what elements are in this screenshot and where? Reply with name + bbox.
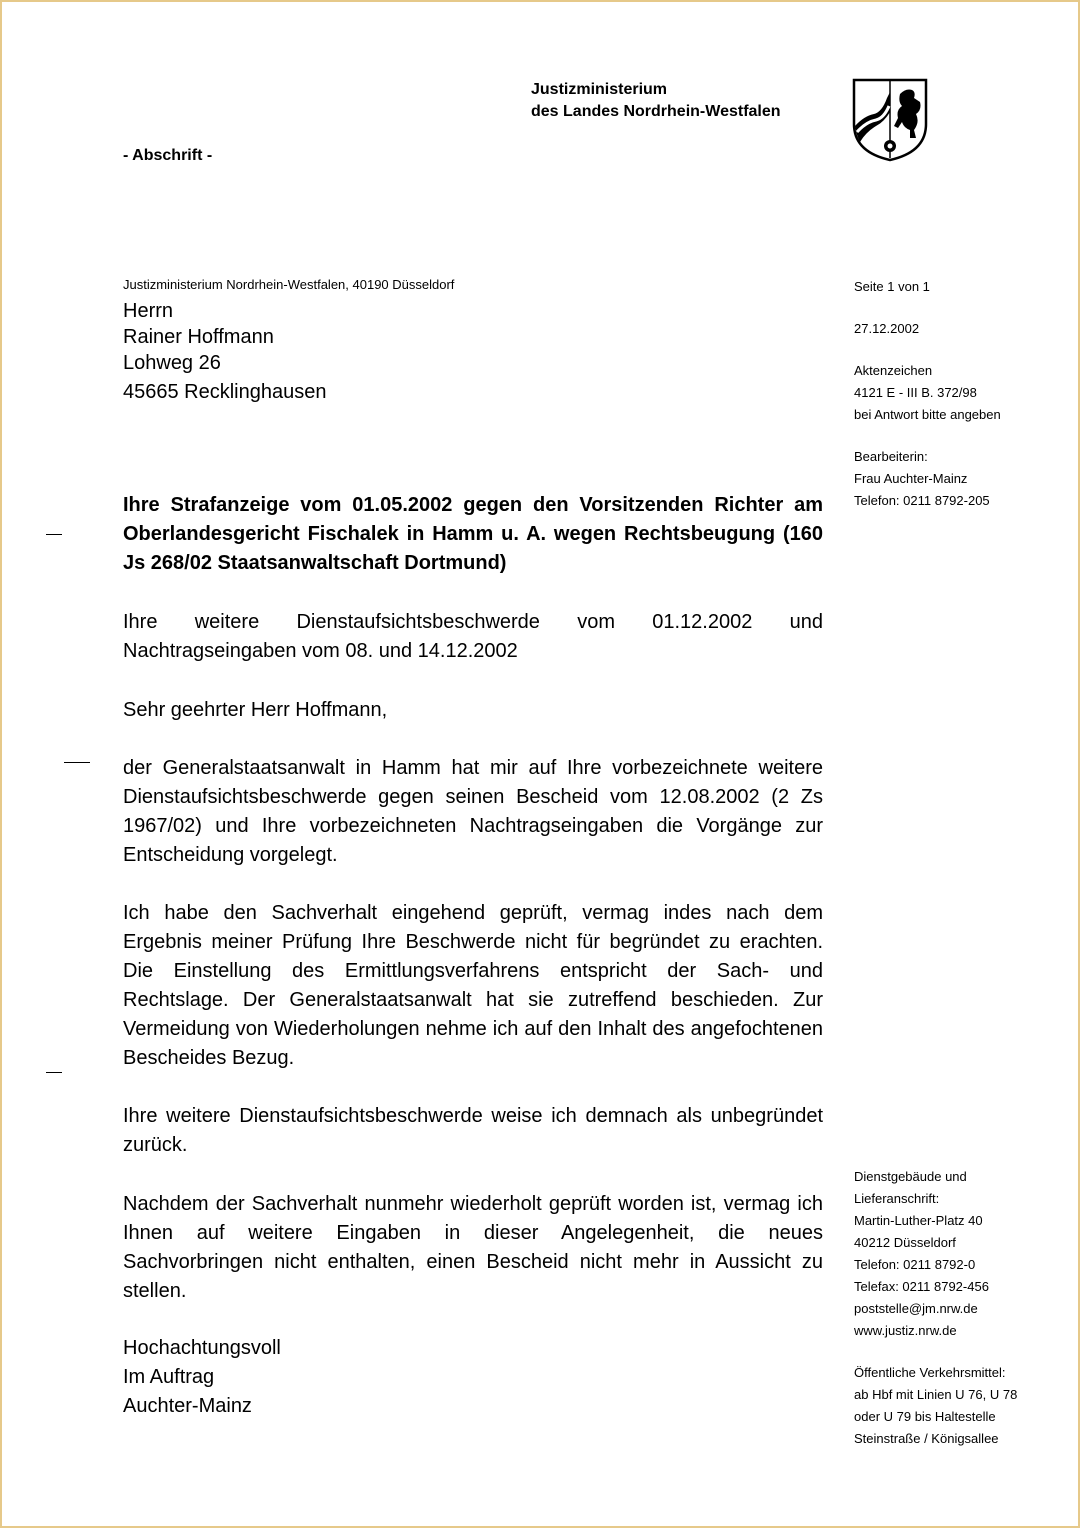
closing-line-1: Hochachtungsvoll <box>123 1337 281 1359</box>
reference-label: Aktenzeichen <box>854 363 933 378</box>
sender-line: Justizministerium Nordrhein-Westfalen, 40190 Düsseldorf <box>123 277 455 292</box>
nrw-coat-of-arms-icon <box>850 76 930 162</box>
transport-label: Öffentliche Verkehrsmittel: <box>854 1365 1006 1380</box>
recipient-address <box>123 298 327 405</box>
office-info <box>854 1166 1069 1450</box>
office-street: Martin-Luther-Platz 40 <box>854 1213 983 1228</box>
fold-mark-bottom <box>46 1072 62 1073</box>
letter-paragraph-3: Ihre weitere Dienstaufsichtsbeschwerde weise ich demnach als unbegründet zurück. <box>123 1105 823 1156</box>
letter-date: 27.12.2002 <box>854 321 920 336</box>
office-city: 40212 Düsseldorf <box>854 1235 956 1250</box>
letter-closing <box>123 1334 823 1421</box>
ministry-header <box>531 79 781 123</box>
office-email: poststelle@jm.nrw.de <box>854 1301 978 1316</box>
reference-note: bei Antwort bitte angeben <box>854 407 1001 422</box>
office-fax: Telefax: 0211 8792-456 <box>854 1279 989 1294</box>
building-label-1: Dienstgebäude und <box>854 1169 967 1184</box>
punch-mark <box>64 762 90 763</box>
reference-value: 4121 E - III B. 372/98 <box>854 385 977 400</box>
transport-line-1: ab Hbf mit Linien U 76, U 78 <box>854 1387 1018 1402</box>
transport-line-2: oder U 79 bis Haltestelle <box>854 1409 996 1424</box>
clerk-phone: Telefon: 0211 8792-205 <box>854 493 990 508</box>
transport-line-3: Steinstraße / Königsallee <box>854 1431 999 1446</box>
reference-sidebar <box>854 276 1064 512</box>
fold-mark-top <box>46 534 62 535</box>
office-web: www.justiz.nrw.de <box>854 1323 957 1338</box>
letter-paragraph-2: Ich habe den Sachverhalt eingehend geprüft, vermag indes nach dem Ergebnis meiner Prüfung Ihre Beschwerde nicht für begründet zu erachten. Die Einstellung des Ermittlungsverfahrens entspricht der Sach- und Rechtslage. Der Generalstaatsanwalt hat sie zutreffend beschieden. Zur Vermeidung von Wiederholungen nehme ich auf den Inhalt des angefochtenen Bescheides Bezug. <box>123 902 823 1069</box>
letter-greeting: Sehr geehrter Herr Hoffmann, <box>123 699 388 721</box>
clerk-name: Frau Auchter-Mainz <box>854 471 968 486</box>
clerk-label: Bearbeiterin: <box>854 449 928 464</box>
building-label-2: Lieferanschrift: <box>854 1191 940 1206</box>
recipient-city: 45665 Recklinghausen <box>123 381 327 403</box>
ministry-line-1: Justizministerium <box>531 81 668 98</box>
closing-line-2: Im Auftrag <box>123 1366 215 1388</box>
letter-subject-2: Ihre weitere Dienstaufsichtsbeschwerde vom 01.12.2002 und Nachtragseingaben vom 08. und 14.12.2002 <box>123 611 823 662</box>
recipient-street: Lohweg 26 <box>123 352 221 374</box>
recipient-salutation: Herrn <box>123 300 174 322</box>
copy-label: - Abschrift - <box>123 147 213 164</box>
letter-subject: Ihre Strafanzeige vom 01.05.2002 gegen den Vorsitzenden Richter am Oberlandesgericht Fischalek in Hamm u. A. wegen Rechtsbeugung (160 Js 268/02 Staatsanwaltschaft Dortmund) <box>123 494 823 574</box>
signature: Auchter-Mainz <box>123 1395 252 1417</box>
recipient-name: Rainer Hoffmann <box>123 326 274 348</box>
letter-paragraph-1: der Generalstaatsanwalt in Hamm hat mir auf Ihre vorbezeichnete weitere Dienstaufsichtsbeschwerde gegen seinen Bescheid vom 12.08.2002 (2 Zs 1967/02) und Ihre vorbezeichneten Nachtragseingaben die Vorgänge zur Entscheidung vorgelegt. <box>123 757 823 866</box>
office-phone: Telefon: 0211 8792-0 <box>854 1257 976 1272</box>
letter-paragraph-4: Nachdem der Sachverhalt nunmehr wiederholt geprüft worden ist, vermag ich Ihnen auf weitere Eingaben in dieser Angelegenheit, die neues Sachvorbringen nicht enthalten, einen Bescheid nicht mehr in Aussicht zu stellen. <box>123 1193 823 1302</box>
page-number: Seite 1 von 1 <box>854 279 930 294</box>
ministry-line-2: des Landes Nordrhein-Westfalen <box>531 103 781 120</box>
